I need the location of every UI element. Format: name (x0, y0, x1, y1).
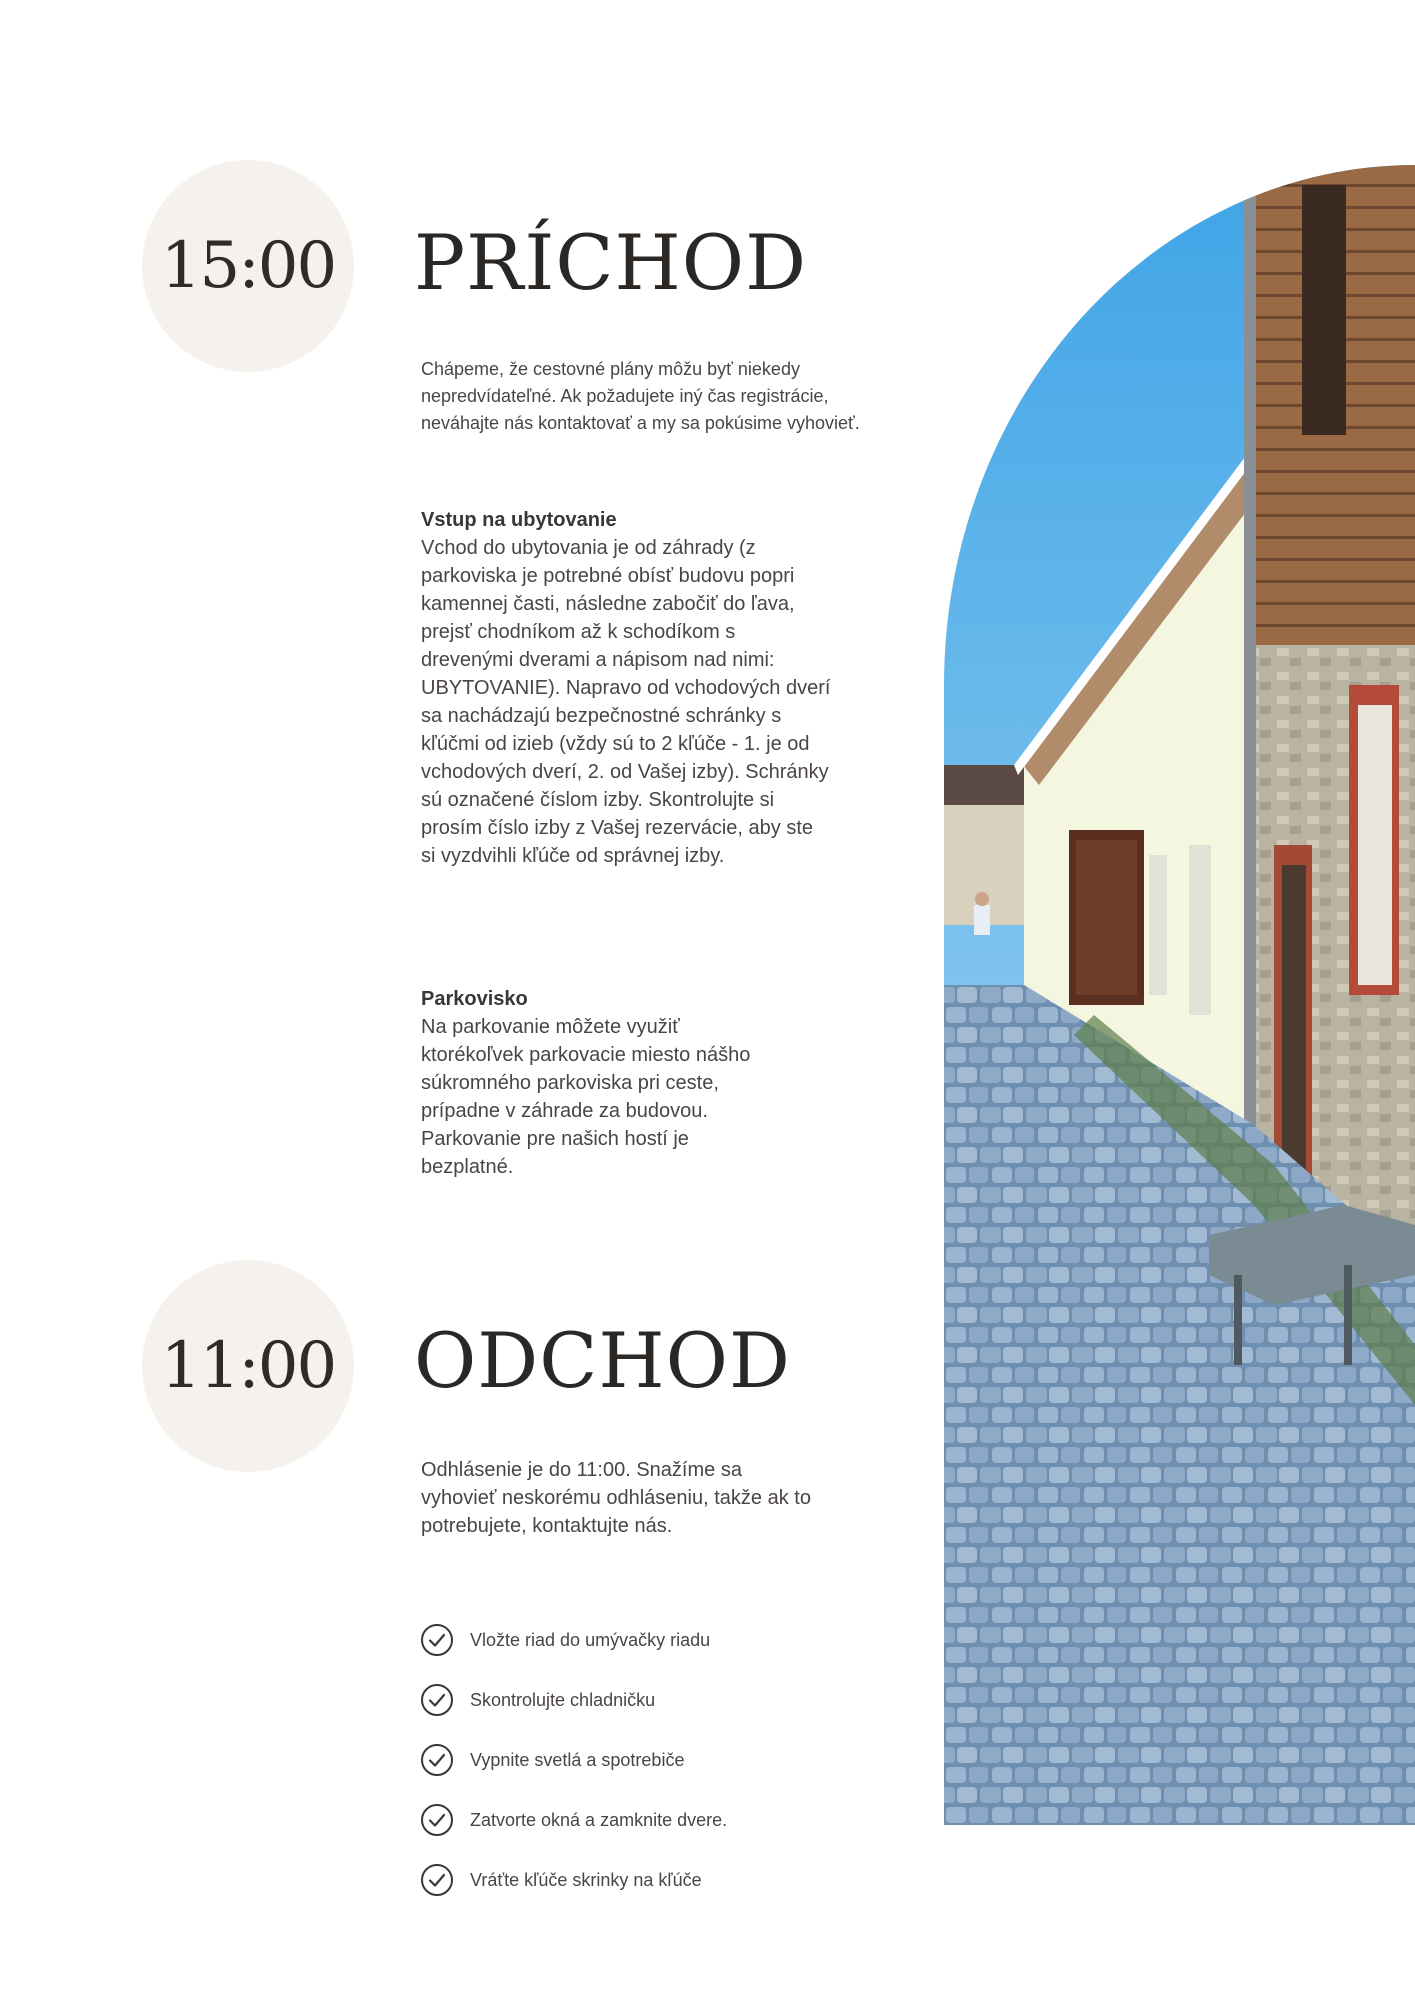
checklist-item (420, 1790, 727, 1850)
parking-section (421, 985, 771, 1181)
departure-time: 11:00 (160, 1329, 336, 1403)
arrival-title: PRÍCHOD (414, 218, 808, 307)
check-circle-icon (420, 1803, 454, 1837)
checklist-label: Skontrolujte chladničku (470, 1689, 656, 1710)
building-courtyard-photo (944, 165, 1415, 1825)
check-circle-icon (420, 1863, 454, 1897)
check-circle-icon (420, 1743, 454, 1777)
arrival-time-badge (142, 160, 354, 372)
checklist-label: Vložte riad do umývačky riadu (470, 1629, 711, 1650)
checklist-label: Vráťte kľúče skrinky na kľúče (470, 1869, 702, 1890)
departure-title: ODCHOD (414, 1316, 791, 1405)
parking-title: Parkovisko (421, 988, 528, 1010)
departure-intro: Odhlásenie je do 11:00. Snažíme sa vyhovieť neskorému odhláseniu, takže ak to potrebujete, kontaktujte nás. (421, 1459, 811, 1537)
checklist-item (420, 1850, 727, 1910)
check-circle-icon (420, 1683, 454, 1717)
arrival-intro: Chápeme, že cestovné plány môžu byť niekedy nepredvídateľné. Ak požadujete iný čas registrácie, neváhajte nás kontaktovať a my sa pokúsime vyhovieť. (421, 359, 860, 433)
departure-time-badge (142, 1260, 354, 1472)
checklist-label: Zatvorte okná a zamknite dvere. (470, 1809, 728, 1830)
checklist-item (420, 1730, 727, 1790)
courtyard-illustration (944, 165, 1415, 1825)
parking-text: Na parkovanie môžete využiť ktorékoľvek parkovacie miesto nášho súkromného parkoviska pri ceste, prípadne v záhrade za budovou. (421, 1016, 751, 1122)
checklist-label: Vypnite svetlá a spotrebiče (470, 1749, 685, 1770)
arrival-time: 15:00 (160, 229, 336, 303)
checklist-item (420, 1670, 727, 1730)
departure-checklist (420, 1610, 727, 1910)
entry-text: Vchod do ubytovania je od záhrady (z parkoviska je potrebné obísť budovu popri kamennej časti, následne zabočiť do ľava, prejsť chodníkom až k schodíkom s drevenými dverami a nápisom nad nimi: UBYTOVANIE). Napravo od vchodových dverí sa nachádzajú bezpečnostné schránky s kľúčmi od izieb (vždy sú to 2 kľúče - 1. je od vchodových dverí, 2. od Vašej izby). Schránky sú označené číslom izby. Skontrolujte si prosím číslo izby z Vašej rezervácie, aby ste si vyzdvihli kľúče od správnej izby. (421, 537, 831, 867)
check-circle-icon (420, 1623, 454, 1657)
entry-section (421, 506, 831, 870)
checklist-item (420, 1610, 727, 1670)
parking-note: Parkovanie pre našich hostí je bezplatné. (421, 1128, 689, 1178)
entry-title: Vstup na ubytovanie (421, 509, 617, 531)
